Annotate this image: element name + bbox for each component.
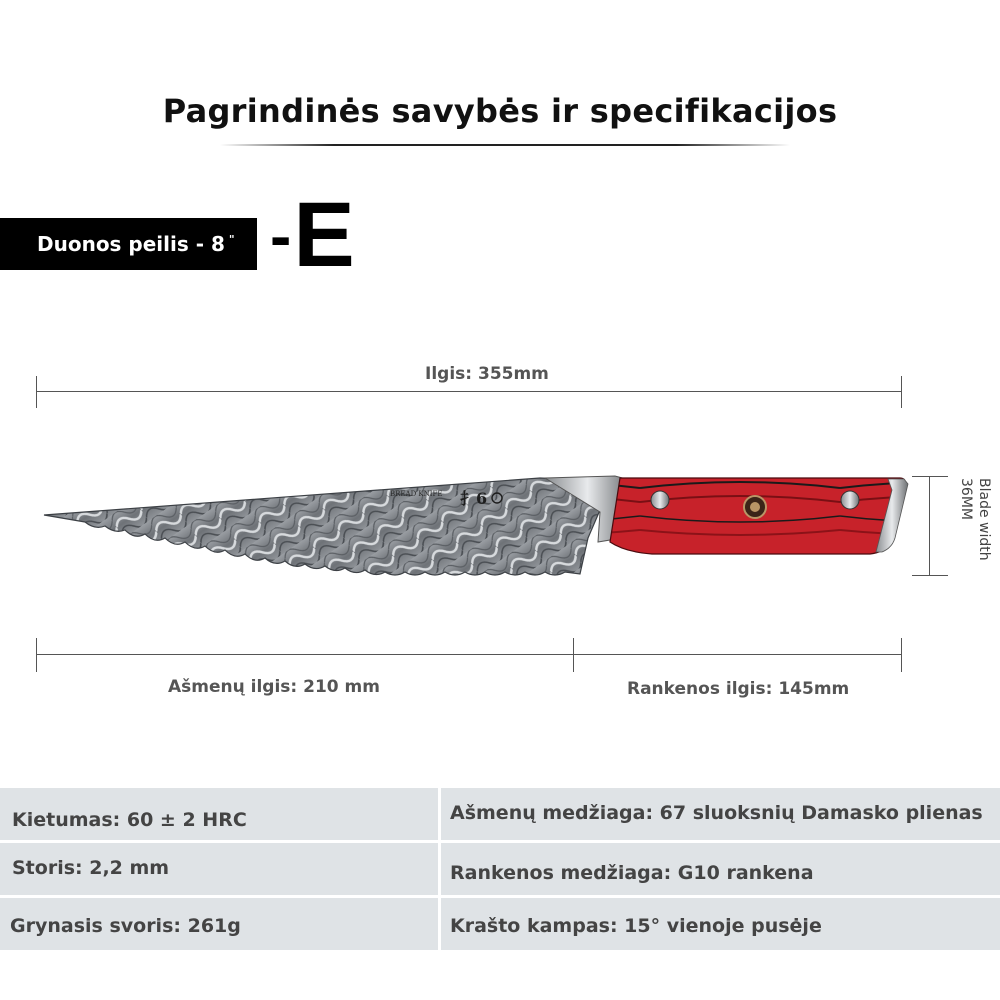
spec-thickness: Storis: 2,2 mm xyxy=(12,857,170,879)
specs-column-divider xyxy=(438,788,441,950)
spec-edge-angle: Krašto kampas: 15° vienoje pusėje xyxy=(450,915,822,937)
variant-dash: - xyxy=(270,200,294,272)
segment-tick-right xyxy=(901,638,902,672)
segment-length-line xyxy=(36,654,902,655)
specs-row-divider-1 xyxy=(0,840,1000,843)
spec-hardness: Kietumas: 60 ± 2 HRC xyxy=(12,809,247,831)
spec-blade-material: Ašmenų medžiaga: 67 sluoksnių Damasko plienas xyxy=(450,802,983,824)
product-name-text: Duonos peilis - 8 xyxy=(37,232,225,256)
blade-length-label: Ašmenų ilgis: 210 mm xyxy=(168,677,380,697)
total-length-tick-left xyxy=(36,376,37,408)
spec-net-weight: Grynasis svoris: 261g xyxy=(10,915,241,937)
specs-table xyxy=(0,788,1000,950)
blade-width-title: Blade width xyxy=(976,478,992,561)
spec-handle-material: Rankenos medžiaga: G10 rankena xyxy=(450,862,814,884)
svg-text:扌6: 扌6 xyxy=(460,489,488,508)
blade-width-value: 36MM xyxy=(958,478,974,520)
svg-text:BREAD KNIFE: BREAD KNIFE xyxy=(390,490,443,498)
segment-tick-middle xyxy=(573,638,574,672)
blade-width-cap-top xyxy=(912,476,948,477)
blade-width-label xyxy=(933,478,993,578)
specs-row-divider-2 xyxy=(0,895,1000,898)
bread-knife-image xyxy=(40,470,910,580)
product-badge xyxy=(0,218,257,270)
blade-width-line xyxy=(929,476,930,576)
total-length-tick-right xyxy=(901,376,902,408)
variant-letter: E xyxy=(293,184,357,286)
variant-code xyxy=(270,180,357,290)
product-name xyxy=(37,232,235,256)
handle-length-label: Rankenos ilgis: 145mm xyxy=(627,679,850,699)
total-length-label: Ilgis: 355mm xyxy=(425,364,549,384)
segment-tick-left xyxy=(36,638,37,672)
inch-mark: " xyxy=(228,233,235,247)
title-underline xyxy=(220,144,790,146)
total-length-line xyxy=(36,391,902,392)
page-title: Pagrindinės savybės ir specifikacijos xyxy=(162,92,838,130)
